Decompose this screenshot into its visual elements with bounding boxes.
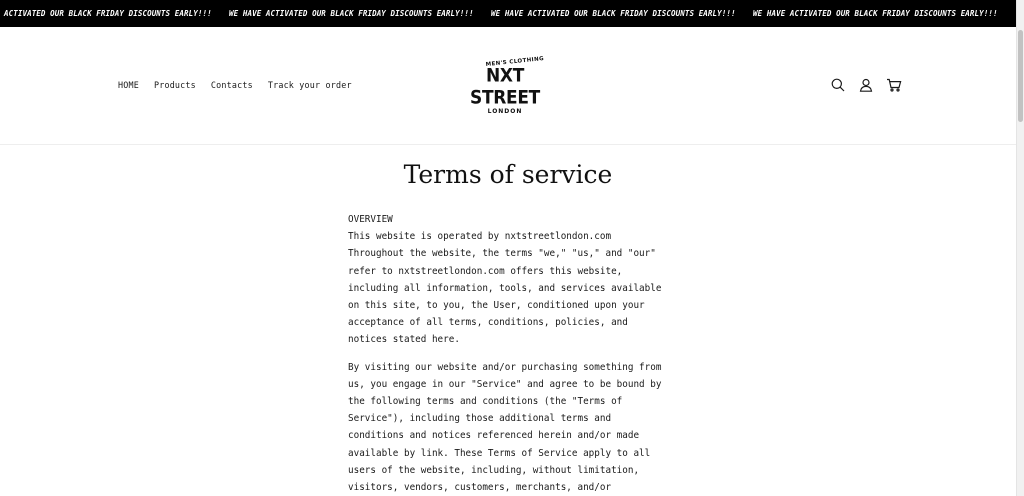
terms-paragraph: By visiting our website and/or purchasing something from us, you engage in our "Service" and agree to be bound by the following terms and conditions (the "Terms of Service"), including those additional terms and conditions and notices referenced herein and/or made available by link. These Terms of Service apply to all users of the website, including, without limitation, visitors, vendors, customers, merchants, and/or — [348, 361, 662, 494]
account-icon[interactable] — [858, 77, 874, 93]
nav-item-home[interactable]: HOME — [118, 80, 139, 90]
nav-item-products[interactable]: Products — [153, 80, 196, 90]
logo-subtitle: LONDON — [487, 108, 523, 115]
nav-item-track-order[interactable]: Track your order — [267, 80, 352, 90]
announcement-text: WE HAVE ACTIVATED OUR BLACK FRIDAY DISCOUNTS EARLY!!! — [753, 9, 998, 18]
announcement-bar — [0, 0, 1016, 27]
logo-wordmark: NXT STREET — [470, 65, 540, 109]
site-logo[interactable] — [458, 55, 552, 115]
nav-item-contacts[interactable]: Contacts — [210, 80, 253, 90]
terms-content — [348, 211, 670, 496]
search-icon[interactable] — [830, 77, 846, 93]
announcement-text: WE HAVE ACTIVATED OUR BLACK FRIDAY DISCOUNTS EARLY!!! — [229, 9, 474, 18]
announcement-text: ACTIVATED OUR BLACK FRIDAY DISCOUNTS EARLY!!! — [4, 9, 212, 18]
page-scrollbar[interactable] — [1016, 0, 1024, 496]
terms-paragraph: OVERVIEW This website is operated by nxtstreetlondon.com Throughout the website, the terms "we," "us," and "our" refer to nxtstreetlondon.com offers this website, including all information, tools, and services available on this site, to you, the User, conditioned upon your acceptance of all terms, conditions, policies, and notices stated here. — [348, 214, 662, 346]
header-icons — [830, 77, 902, 93]
announcement-text: WE HAVE ACTIVATED OUR BLACK FRIDAY DISCOUNTS EARLY!!! — [491, 9, 736, 18]
logo-tagline: MEN'S CLOTHING — [485, 55, 545, 69]
page-title: Terms of service — [403, 160, 613, 189]
main-nav — [118, 80, 352, 90]
cart-icon[interactable] — [886, 77, 902, 93]
scrollbar-thumb[interactable] — [1018, 30, 1023, 122]
site-header — [0, 27, 1016, 145]
